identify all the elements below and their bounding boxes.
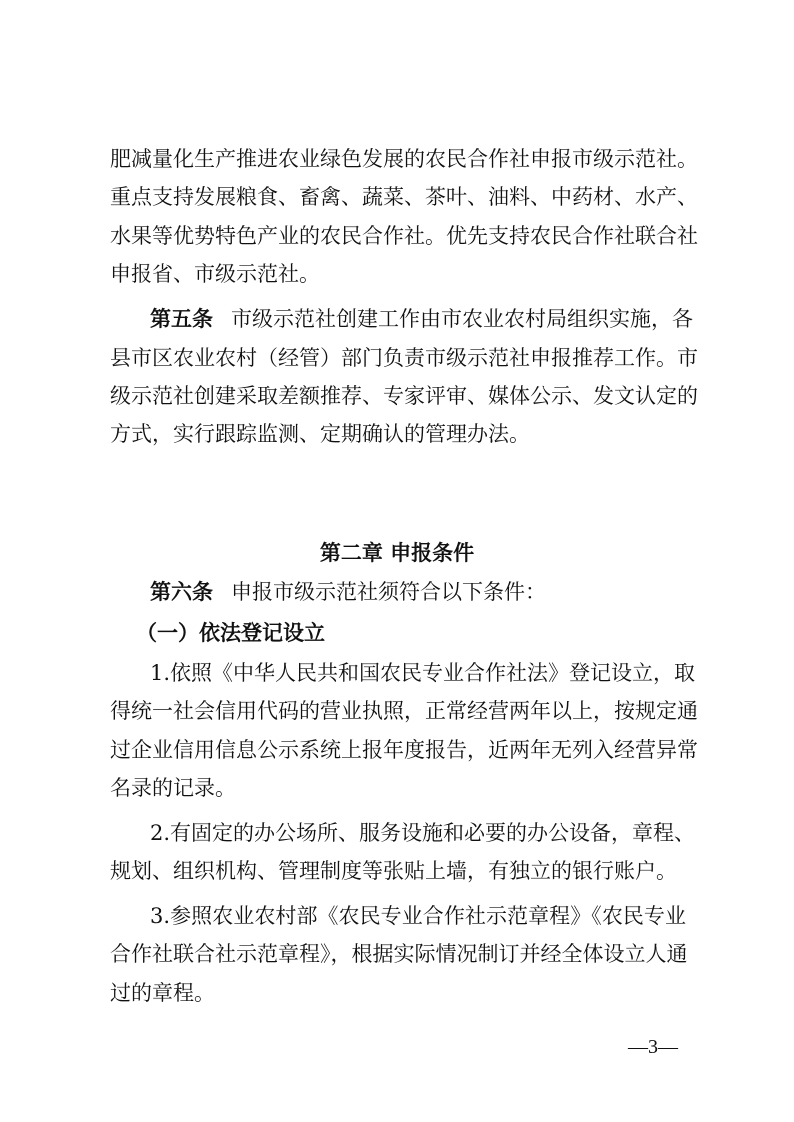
- body-line: 名录的记录。: [110, 776, 236, 800]
- body-line: 申报省、市级示范社。: [110, 262, 320, 286]
- body-line: 过的章程。: [110, 981, 215, 1005]
- body-line: 县市区农业农村（经管）部门负责市级示范社申报推荐工作。市: [110, 346, 698, 370]
- page-number: —3—: [628, 1036, 678, 1058]
- body-line: 方式，实行跟踪监测、定期确认的管理办法。: [110, 422, 530, 446]
- body-line: 重点支持发展粮食、畜禽、蔬菜、茶叶、油料、中药材、水产、: [110, 185, 698, 209]
- article-5-text: 市级示范社创建工作由市农业农村局组织实施，各: [231, 307, 693, 331]
- body-line: 规划、组织机构、管理制度等张贴上墙，有独立的银行账户。: [110, 859, 677, 883]
- body-line: 级示范社创建采取差额推荐、专家评审、媒体公示、发文认定的: [110, 384, 698, 408]
- body-line: 合作社联合社示范章程》，根据实际情况制订并经全体设立人通: [110, 942, 688, 966]
- article-5-first-line: [150, 300, 693, 338]
- body-line: 水果等优势特色产业的农民合作社。优先支持农民合作社联合社: [110, 224, 698, 248]
- article-6-text: 申报市级示范社须符合以下条件：: [231, 580, 546, 604]
- body-line: 3.参照农业农村部《农民专业合作社示范章程》《农民专业: [150, 904, 686, 928]
- body-line: 肥减量化生产推进农业绿色发展的农民合作社申报市级示范社。: [110, 147, 698, 171]
- article-6-line: [150, 573, 686, 611]
- body-line: 过企业信用信息公示系统上报年度报告，近两年无列入经营异常: [110, 738, 698, 762]
- chapter-title: 第二章 申报条件: [319, 540, 475, 565]
- body-line: 2.有固定的办公场所、服务设施和必要的办公设备，章程、: [150, 821, 696, 845]
- section-heading: （一）依法登记设立: [136, 620, 325, 645]
- body-line: 1.依照《中华人民共和国农民专业合作社法》登记设立，取: [150, 661, 696, 685]
- body-line: 得统一社会信用代码的营业执照，正常经营两年以上，按规定通: [110, 699, 698, 723]
- article-5-label: 第五条: [150, 306, 213, 331]
- article-6-label: 第六条: [150, 579, 213, 604]
